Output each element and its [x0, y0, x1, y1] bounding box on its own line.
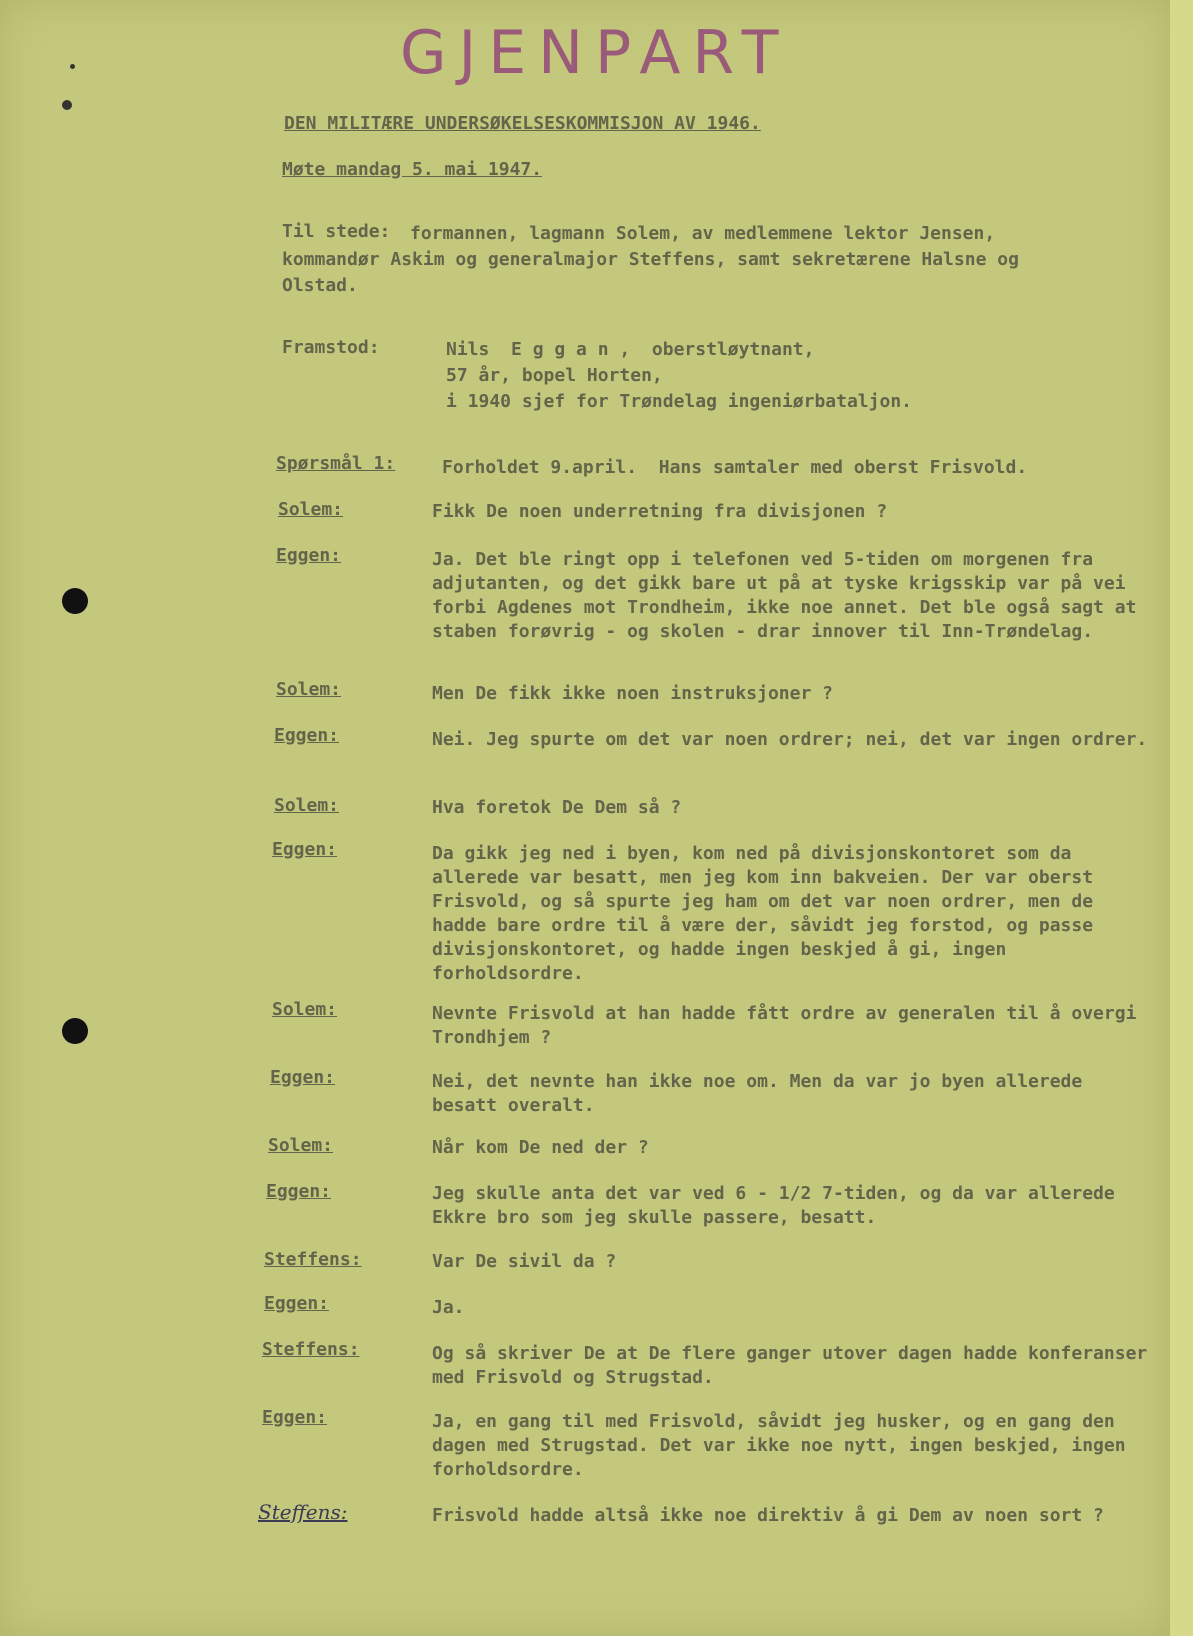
attendees-line: Olstad. [282, 275, 358, 296]
question-label: Spørsmål 1: [276, 453, 396, 474]
dialogue-text: Nei. Jeg spurte om det var noen ordrer; nei, det var ingen ordrer. [432, 729, 1148, 750]
paper-mark [70, 64, 75, 69]
paper-mark [62, 100, 72, 110]
gjenpart-stamp: GJENPART [400, 18, 791, 88]
punch-hole [62, 1018, 88, 1044]
attendees-label: Til stede: [282, 221, 391, 242]
speaker-label: Solem: [278, 499, 344, 520]
attendees-line: formannen, lagmann Solem, av medlemmene lektor Jensen, [410, 223, 996, 244]
dialogue-text: Da gikk jeg ned i byen, kom ned på divisjonskontoret som da allerede var besatt, men jeg kom inn bakveien. Der var oberst Frisvold, og så spurte jeg ham om det var noen ordrer, men de hadde bare ordre til å være der, såvidt jeg forstod, og passe divisjonskontoret, og hadde ingen beskjed å gi, ingen forholdsordre. [432, 843, 1094, 984]
paper-edge [1170, 0, 1193, 1636]
question-text: Forholdet 9.april. Hans samtaler med oberst Frisvold. [442, 457, 1028, 478]
dialogue-text: Fikk De noen underretning fra divisjonen ? [432, 501, 888, 522]
handwritten-speaker-label: Steffens: [258, 1500, 348, 1524]
dialogue-text: Når kom De ned der ? [432, 1137, 649, 1158]
witness-line: Nils E g g a n , oberstløytnant, [446, 339, 815, 360]
dialogue-text: Nevnte Frisvold at han hadde fått ordre av generalen til å overgi Trondhjem ? [432, 1003, 1137, 1048]
speaker-label: Eggen: [276, 545, 342, 566]
commission-heading: DEN MILITÆRE UNDERSØKELSESKOMMISJON AV 1946. [284, 113, 761, 134]
dialogue-text: Men De fikk ikke noen instruksjoner ? [432, 683, 833, 704]
dialogue-text: Hva foretok De Dem så ? [432, 797, 682, 818]
witness-label: Framstod: [282, 337, 380, 358]
speaker-label: Solem: [274, 795, 340, 816]
dialogue-text: Ja, en gang til med Frisvold, såvidt jeg husker, og en gang den dagen med Strugstad. Det var ikke noe nytt, ingen beskjed, ingen forholdsordre. [432, 1411, 1126, 1480]
dialogue-text: Nei, det nevnte han ikke noe om. Men da var jo byen allerede besatt overalt. [432, 1071, 1083, 1116]
speaker-label: Solem: [272, 999, 338, 1020]
dialogue-text: Jeg skulle anta det var ved 6 - 1/2 7-tiden, og da var allerede Ekkre bro som jeg skulle passere, besatt. [432, 1183, 1115, 1228]
speaker-label: Eggen: [270, 1067, 336, 1088]
speaker-label: Steffens: [264, 1249, 362, 1270]
speaker-label: Solem: [268, 1135, 334, 1156]
dialogue-text: Og så skriver De at De flere ganger utover dagen hadde konferanser med Frisvold og Strugstad. [432, 1343, 1148, 1388]
speaker-label: Steffens: [262, 1339, 360, 1360]
speaker-label: Eggen: [262, 1407, 328, 1428]
witness-line: 57 år, bopel Horten, [446, 365, 663, 386]
speaker-label: Eggen: [266, 1181, 332, 1202]
speaker-label: Eggen: [272, 839, 338, 860]
meeting-date: Møte mandag 5. mai 1947. [282, 159, 543, 180]
speaker-label: Eggen: [264, 1293, 330, 1314]
punch-hole [62, 588, 88, 614]
speaker-label: Solem: [276, 679, 342, 700]
witness-line: i 1940 sjef for Trøndelag ingeniørbataljon. [446, 391, 912, 412]
attendees-line: kommandør Askim og generalmajor Steffens, samt sekretærene Halsne og [282, 249, 1019, 270]
speaker-label: Eggen: [274, 725, 340, 746]
dialogue-text: Frisvold hadde altså ikke noe direktiv å gi Dem av noen sort ? [432, 1505, 1104, 1526]
dialogue-text: Var De sivil da ? [432, 1251, 617, 1272]
dialogue-text: Ja. [432, 1297, 465, 1318]
dialogue-text: Ja. Det ble ringt opp i telefonen ved 5-tiden om morgenen fra adjutanten, og det gikk bare ut på at tyske krigsskip var på vei forbi Agdenes mot Trondheim, ikke noe annet. Det ble også sagt at staben forøvrig - og skolen - drar innover til Inn-Trøndelag. [432, 549, 1137, 642]
